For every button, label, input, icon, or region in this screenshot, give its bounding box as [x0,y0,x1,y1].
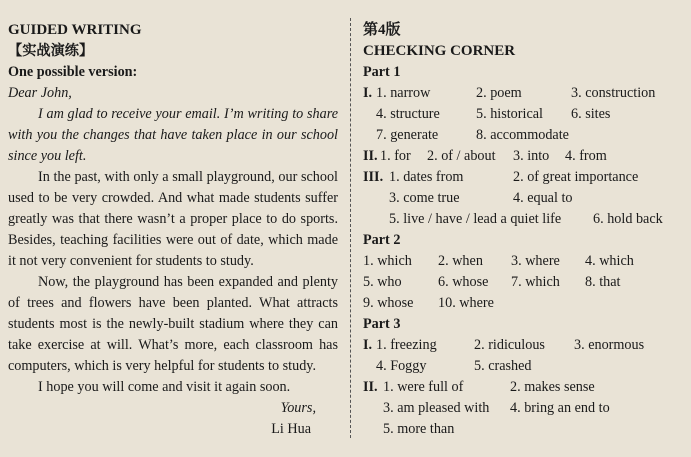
answer-row [363,146,683,167]
answer-item: 10. where [438,295,494,311]
section-label: I. [363,85,373,101]
answer-row [363,83,683,104]
letter-paragraph-3: Now, the playground has been expanded and plenty of trees and flowers have been planted. What attracts students most is the newly-built stadium where they can take exercise at will. What’s more, each classroom has computers, which is very helpful for students to study. [8,274,338,374]
answer-row [363,188,683,209]
answer-item: 1. were full of [383,379,464,395]
answer-item: 2. makes sense [510,379,595,395]
part3-heading: Part 3 [363,316,401,332]
answer-item: 4. which [585,253,634,269]
answer-item: 5. more than [383,421,455,437]
answer-item: 7. generate [376,127,439,143]
practice-subheading: 【实战演练】 [8,43,94,59]
answer-item: 4. Foggy [376,358,427,374]
section-label: I. [363,337,373,353]
answer-row [363,335,683,356]
answer-item: 4. equal to [513,190,573,206]
answer-item: 2. ridiculous [474,337,545,353]
letter-greeting: Dear John, [8,85,72,101]
answer-item: 5. crashed [474,358,532,374]
letter-closing: Yours, [280,400,316,416]
answer-item: 4. bring an end to [510,400,610,416]
answer-item: 3. into [513,148,550,164]
answer-item: 1. dates from [389,169,464,185]
edition-label: 第4版 [363,22,401,38]
guided-writing-column [8,20,338,440]
checking-corner-column [363,20,683,440]
letter-paragraph-2: In the past, with only a small playground, our school used to be very crowded. And what made students suffer greatly was that there wasn’t a proper place to do sports. Besides, teaching facilities were out of date, which made it not very convenient for students to study. [8,169,338,269]
part1-heading: Part 1 [363,64,401,80]
answer-item: 2. poem [476,85,522,101]
answer-item: 3. am pleased with [383,400,490,416]
answer-row [363,272,683,293]
answer-item: 7. which [511,274,560,290]
answer-row [363,356,683,377]
answer-item: 6. sites [571,106,611,122]
answer-item: 1. narrow [376,85,431,101]
answer-row [363,167,683,188]
letter-signature: Li Hua [271,421,311,437]
answer-item: 1. which [363,253,412,269]
answer-item: 8. accommodate [476,127,569,143]
answer-row [363,377,683,398]
column-divider [350,18,351,438]
answer-item: 4. from [565,148,607,164]
answer-item: 3. construction [571,85,656,101]
answer-row [363,251,683,272]
answer-row [363,209,683,230]
answer-item: 1. for [380,148,411,164]
guided-writing-heading: GUIDED WRITING [8,22,142,38]
answer-item: 5. live / have / lead a quiet life [389,211,562,227]
answer-item: 6. hold back [593,211,663,227]
answer-row [363,293,683,314]
letter-paragraph-1: I am glad to receive your email. I’m writing to share with you the changes that have taken place in our school since you left. [8,106,338,164]
section-label: III. [363,169,384,185]
answer-item: 5. who [363,274,402,290]
answer-item: 2. of great importance [513,169,639,185]
answer-item: 8. that [585,274,621,290]
section-label: II. [363,379,378,395]
answer-row [363,419,683,440]
answer-row [363,125,683,146]
answer-item: 9. whose [363,295,414,311]
answer-item: 1. freezing [376,337,437,353]
answer-item: 3. enormous [574,337,645,353]
version-label: One possible version: [8,64,138,80]
answer-row [363,398,683,419]
part2-heading: Part 2 [363,232,401,248]
answer-row [363,104,683,125]
answer-item: 3. where [511,253,560,269]
answer-item: 6. whose [438,274,489,290]
letter-paragraph-4: I hope you will come and visit it again soon. [38,379,291,395]
section-label: II. [363,148,378,164]
answer-item: 3. come true [389,190,460,206]
answer-item: 2. when [438,253,483,269]
checking-corner-title: CHECKING CORNER [363,43,516,59]
answer-item: 5. historical [476,106,543,122]
answer-item: 2. of / about [427,148,496,164]
answer-item: 4. structure [376,106,440,122]
